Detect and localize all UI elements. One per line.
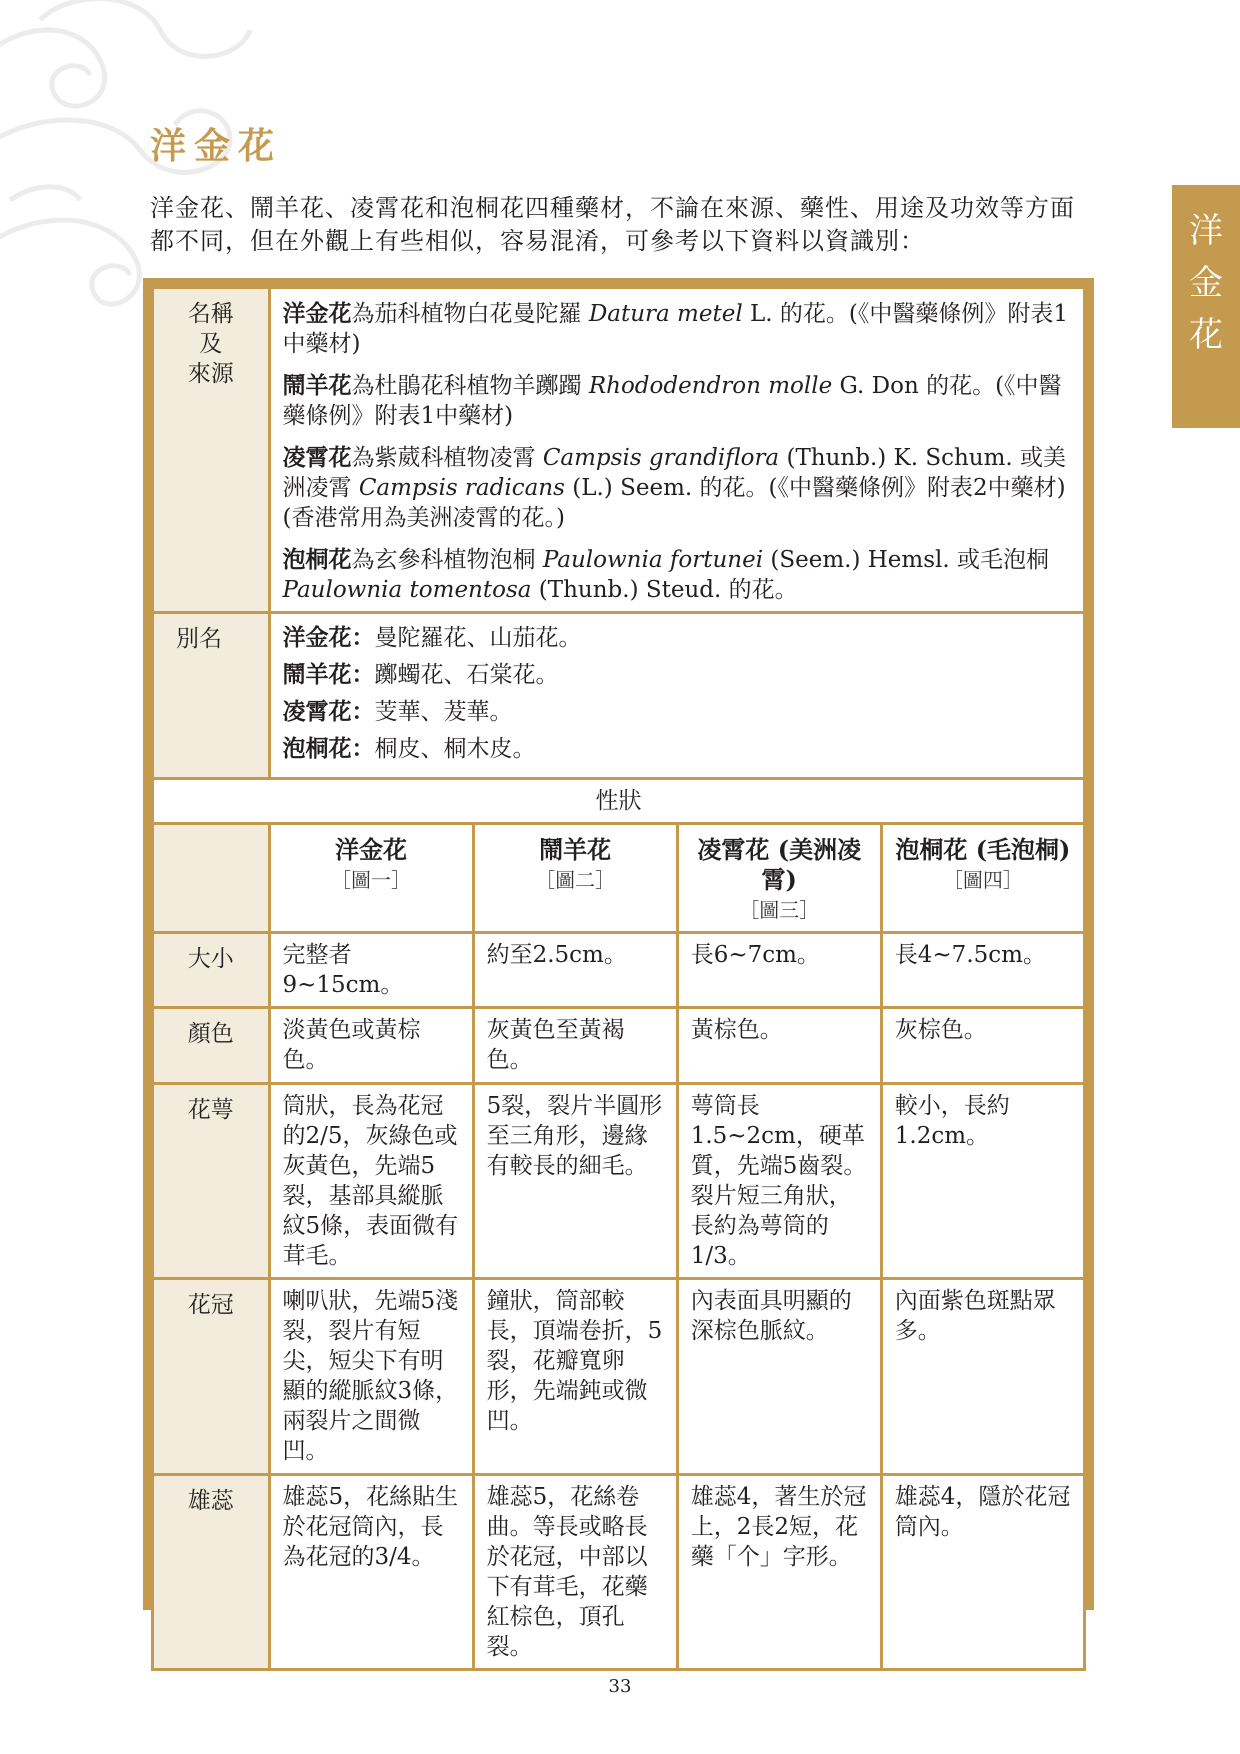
table-cell: 雄蕊5，花絲卷曲。等長或略長於花冠，中部以下有茸毛，花藥紅棕色，頂孔裂。 [473,1475,677,1670]
table-cell: 灰黃色至黃褐色。 [473,1008,677,1084]
alias-entry: 泡桐花：桐皮、桐木皮。 [282,735,536,762]
row-label: 花萼 [153,1084,270,1279]
column-header: 凌霄花 (美洲凌霄) ［圖三］ [677,824,881,933]
page-number: 33 [608,1676,632,1697]
trait-row-calyx [153,1084,1085,1279]
side-tab-char: 金 [1189,263,1223,303]
comparison-table-frame [143,278,1094,1660]
row-label: 大小 [153,933,270,1008]
alias-content [269,613,1085,779]
side-tab [1172,185,1240,428]
side-tab-char: 花 [1189,315,1223,355]
table-cell: 完整者9~15cm。 [269,933,473,1008]
table-cell: 內表面具明顯的深棕色脈紋。 [677,1279,881,1475]
table-cell: 黃棕色。 [677,1008,881,1084]
table-cell: 較小，長約1.2cm。 [881,1084,1084,1279]
table-cell: 鐘狀，筒部較長，頂端卷折，5裂，花瓣寬卵形，先端鈍或微凹。 [473,1279,677,1475]
section-row [153,779,1085,824]
source-row [153,288,1085,613]
source-entry: 鬧羊花為杜鵑花科植物羊躑躅 Rhododendron molle G. Don 的花。(《中醫藥條例》附表1中藥材) [282,372,1062,429]
table-cell: 內面紫色斑點眾多。 [881,1279,1084,1475]
alias-label: 別名 [153,613,270,779]
column-header: 鬧羊花 ［圖二］ [473,824,677,933]
side-tab-char: 洋 [1189,211,1223,251]
row-label: 顏色 [153,1008,270,1084]
row-label: 雄蕊 [153,1475,270,1670]
column-header: 洋金花 ［圖一］ [269,824,473,933]
column-header: 泡桐花 (毛泡桐) ［圖四］ [881,824,1084,933]
trait-row-size [153,933,1085,1008]
row-label: 花冠 [153,1279,270,1475]
trait-row-corolla [153,1279,1085,1475]
page-title: 洋金花 [150,125,283,167]
trait-row-color [153,1008,1085,1084]
table-cell: 筒狀，長為花冠的2/5，灰綠色或灰黃色，先端5裂，基部具縱脈紋5條，表面微有茸毛。 [269,1084,473,1279]
source-label: 名稱 及 來源 [153,288,270,613]
alias-entry: 洋金花：曼陀羅花、山茄花。 [282,624,582,651]
section-title: 性狀 [153,779,1085,824]
table-cell: 長6~7cm。 [677,933,881,1008]
alias-row [153,613,1085,779]
trait-row-stamen [153,1475,1085,1670]
table-cell: 喇叭狀，先端5淺裂，裂片有短尖，短尖下有明顯的縱脈紋3條，兩裂片之間微凹。 [269,1279,473,1475]
table-cell: 約至2.5cm。 [473,933,677,1008]
source-entry: 洋金花為茄科植物白花曼陀羅 Datura metel L. 的花。(《中醫藥條例》附表1中藥材) [282,300,1068,357]
table-cell: 萼筒長1.5~2cm，硬革質，先端5齒裂。裂片短三角狀，長約為萼筒的1/3。 [677,1084,881,1279]
column-header-row [153,824,1085,933]
source-content [269,288,1085,613]
alias-entry: 凌霄花：芰華、茇華。 [282,698,513,725]
table-cell: 雄蕊4，隱於花冠筒內。 [881,1475,1084,1670]
comparison-table [151,286,1086,1671]
table-cell: 雄蕊5，花絲貼生於花冠筒內，長為花冠的3/4。 [269,1475,473,1670]
table-cell: 灰棕色。 [881,1008,1084,1084]
source-entry: 凌霄花為紫葳科植物凌霄 Campsis grandiflora (Thunb.) K. Schum. 或美洲凌霄 Campsis radicans (L.) Seem. 的花。(《中醫藥條例》附表2中藥材) (香港常用為美洲凌霄的花。) [282,444,1067,531]
header-corner [153,824,270,933]
table-cell: 5裂，裂片半圓形至三角形，邊緣有較長的細毛。 [473,1084,677,1279]
alias-entry: 鬧羊花：躑蠋花、石棠花。 [282,661,559,688]
intro-paragraph: 洋金花、鬧羊花、凌霄花和泡桐花四種藥材，不論在來源、藥性、用途及功效等方面都不同，但在外觀上有些相似，容易混淆，可參考以下資料以資識別： [150,194,1075,255]
source-entry: 泡桐花為玄參科植物泡桐 Paulownia fortunei (Seem.) Hemsl. 或毛泡桐 Paulownia tomentosa (Thunb.) Steud. 的花。 [282,546,1049,603]
table-cell: 淡黃色或黃棕色。 [269,1008,473,1084]
table-cell: 長4~7.5cm。 [881,933,1084,1008]
table-cell: 雄蕊4，著生於冠上，2長2短，花藥「个」字形。 [677,1475,881,1670]
